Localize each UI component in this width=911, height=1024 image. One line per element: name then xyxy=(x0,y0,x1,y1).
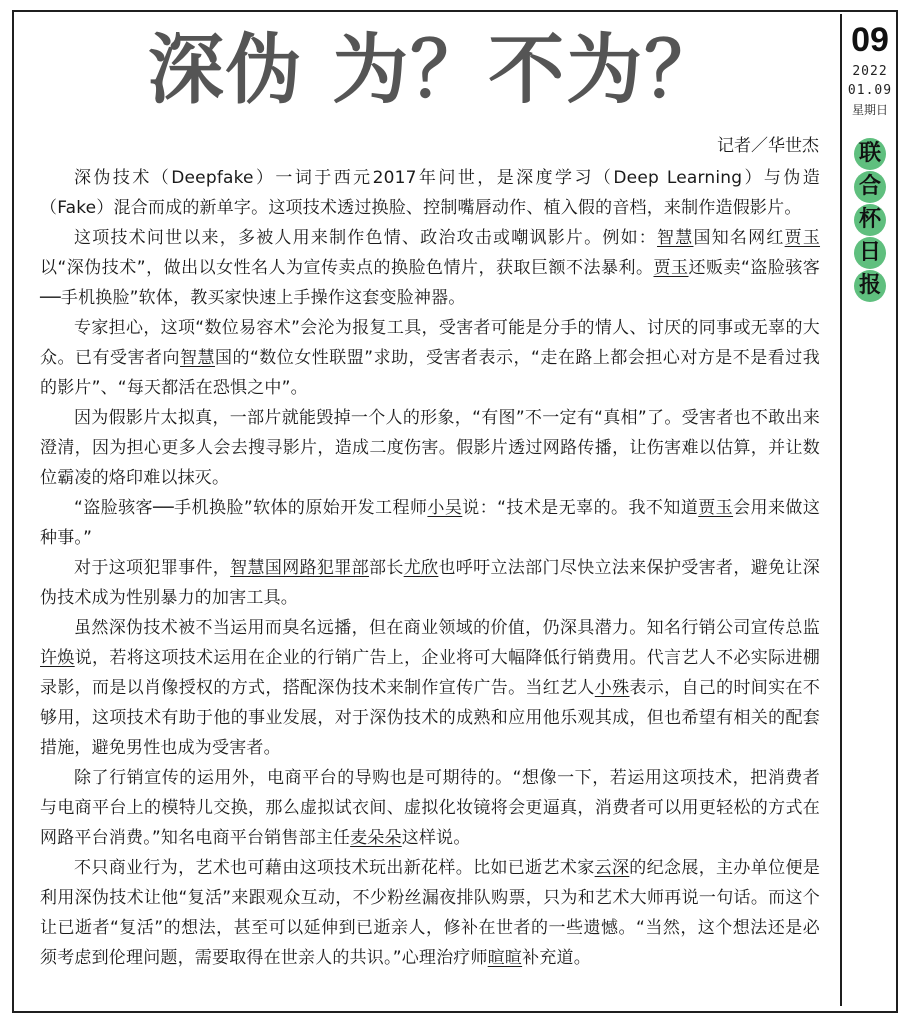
paragraph-3 xyxy=(40,313,820,403)
paragraph-6 xyxy=(40,553,820,613)
issue-date: 01.09 xyxy=(847,83,893,98)
text: 会用来做这种事。” xyxy=(40,498,821,548)
underlined-name: 云深 xyxy=(594,858,630,878)
underlined-name: 智慧国网路犯罪部 xyxy=(230,558,369,578)
text: 部长 xyxy=(368,558,404,578)
text: 除了行销宣传的运用外，电商平台的导购也是可期待的。“想像一下，若运用这项技术，把消费者与电商平台上的模特儿交换，那么虚拟试衣间、虚拟化妆镜将会更逼真，消费者可以用更轻松的方式在网路平台消费。”知名电商平台销售部主任 xyxy=(40,768,820,848)
underlined-name: 小殊 xyxy=(594,678,630,698)
paper-name-char: 合 xyxy=(854,171,886,203)
text: 国的“数位女性联盟”求助，受害者表示，“走在路上都会担心对方是不是看过我的影片”、“每天都活在恐惧之中”。 xyxy=(40,348,820,398)
underlined-name: 暄暄 xyxy=(487,948,523,968)
text: 不只商业行为，艺术也可藉由这项技术玩出新花样。比如已逝艺术家 xyxy=(74,858,595,878)
underlined-name: 麦朵朵 xyxy=(350,828,402,848)
article-body xyxy=(40,163,820,973)
paragraph-9 xyxy=(40,853,820,973)
underlined-name: 贾玉 xyxy=(698,498,734,518)
text: 还贩卖“盗脸骇客──手机换脸”软体，教买家快速上手操作这套变脸神器。 xyxy=(40,258,820,308)
paragraph-8 xyxy=(40,763,820,853)
text: 深伪技术（Deepfake）一词于西元2017年问世，是深度学习（Deep Learning）与伪造（Fake）混合而成的新单字。这项技术透过换脸、控制嘴唇动作、植入假的音档，来制作造假影片。 xyxy=(40,168,820,218)
underlined-name: 许焕 xyxy=(40,648,75,668)
text: 补充道。 xyxy=(522,948,591,968)
issue-weekday: 星期日 xyxy=(851,103,888,117)
text: 虽然深伪技术被不当运用而臭名远播，但在商业领域的价值，仍深具潜力。知名行销公司宣传总监 xyxy=(74,618,820,638)
text: 专家担心，这项“数位易容术”会沦为报复工具，受害者可能是分手的情人、讨厌的同事或无辜的大众。已有受害者向 xyxy=(40,318,820,368)
underlined-name: 小吴 xyxy=(427,498,463,518)
paragraph-1 xyxy=(40,163,820,223)
underlined-name: 贾玉 xyxy=(653,258,689,278)
newspaper-name xyxy=(853,138,887,302)
text: 说，若将这项技术运用在企业的行销广告上，企业将可大幅降低行销费用。代言艺人不必实际进棚录影，而是以肖像授权的方式，搭配深伪技术来制作宣传广告。当红艺人 xyxy=(40,648,820,698)
text: 这样说。 xyxy=(401,828,471,848)
paper-name-char: 日 xyxy=(854,237,886,269)
underlined-name: 智慧 xyxy=(657,228,694,248)
paragraph-2 xyxy=(40,223,820,313)
underlined-name: 智慧 xyxy=(179,348,215,368)
text: 也呼吁立法部门尽快立法来保护受害者，避免让深伪技术成为性别暴力的加害工具。 xyxy=(40,558,820,608)
underlined-name: 贾玉 xyxy=(784,228,821,248)
text: 以“深伪技术”，做出以女性名人为宣传卖点的换脸色情片，获取巨额不法暴利。 xyxy=(40,258,654,278)
paragraph-5 xyxy=(40,493,820,553)
paragraph-7 xyxy=(40,613,820,763)
headline: 深伪 为？不为？ xyxy=(147,25,723,114)
text: 国知名网红 xyxy=(693,228,785,248)
issue-year: 2022 xyxy=(852,64,888,79)
paper-name-char: 杯 xyxy=(854,204,886,236)
text: 因为假影片太拟真，一部片就能毁掉一个人的形象，“有图”不一定有“真相”了。受害者也不敢出来澄清，因为担心更多人会去搜寻影片，造成二度伤害。假影片透过网路传播，让伤害难以估算，并让数位霸凌的烙印难以抹灭。 xyxy=(40,408,820,488)
text: 表示，自己的时间实在不够用，这项技术有助于他的事业发展，对于深伪技术的成熟和应用他乐观其成，但也希望有相关的配套措施，避免男性也成为受害者。 xyxy=(40,678,821,758)
page-number: 09 xyxy=(851,21,889,59)
underlined-name: 尤欣 xyxy=(403,558,439,578)
text: 说：“技术是无辜的。我不知道 xyxy=(462,498,699,518)
text: 对于这项犯罪事件， xyxy=(74,558,231,578)
paragraph-4 xyxy=(40,403,820,493)
date-sidebar xyxy=(842,14,898,303)
byline: 记者／华世杰 xyxy=(717,136,819,156)
text: 的纪念展，主办单位便是利用深伪技术让他“复活”来跟观众互动，不少粉丝漏夜排队购票，只为和艺术大师再说一句话。而这个让已逝者“复活”的想法，甚至可以延伸到已逝亲人，修补在世者的一些遗憾。“当然，这个想法还是必须考虑到伦理问题，需要取得在世亲人的共识。”心理治疗师 xyxy=(40,858,821,968)
text: “盗脸骇客──手机换脸”软体的原始开发工程师 xyxy=(74,498,428,518)
paper-name-char: 联 xyxy=(854,138,886,170)
paper-name-char: 报 xyxy=(854,270,886,302)
text: 这项技术问世以来，多被人用来制作色情、政治攻击或嘲讽影片。例如： xyxy=(74,228,658,248)
